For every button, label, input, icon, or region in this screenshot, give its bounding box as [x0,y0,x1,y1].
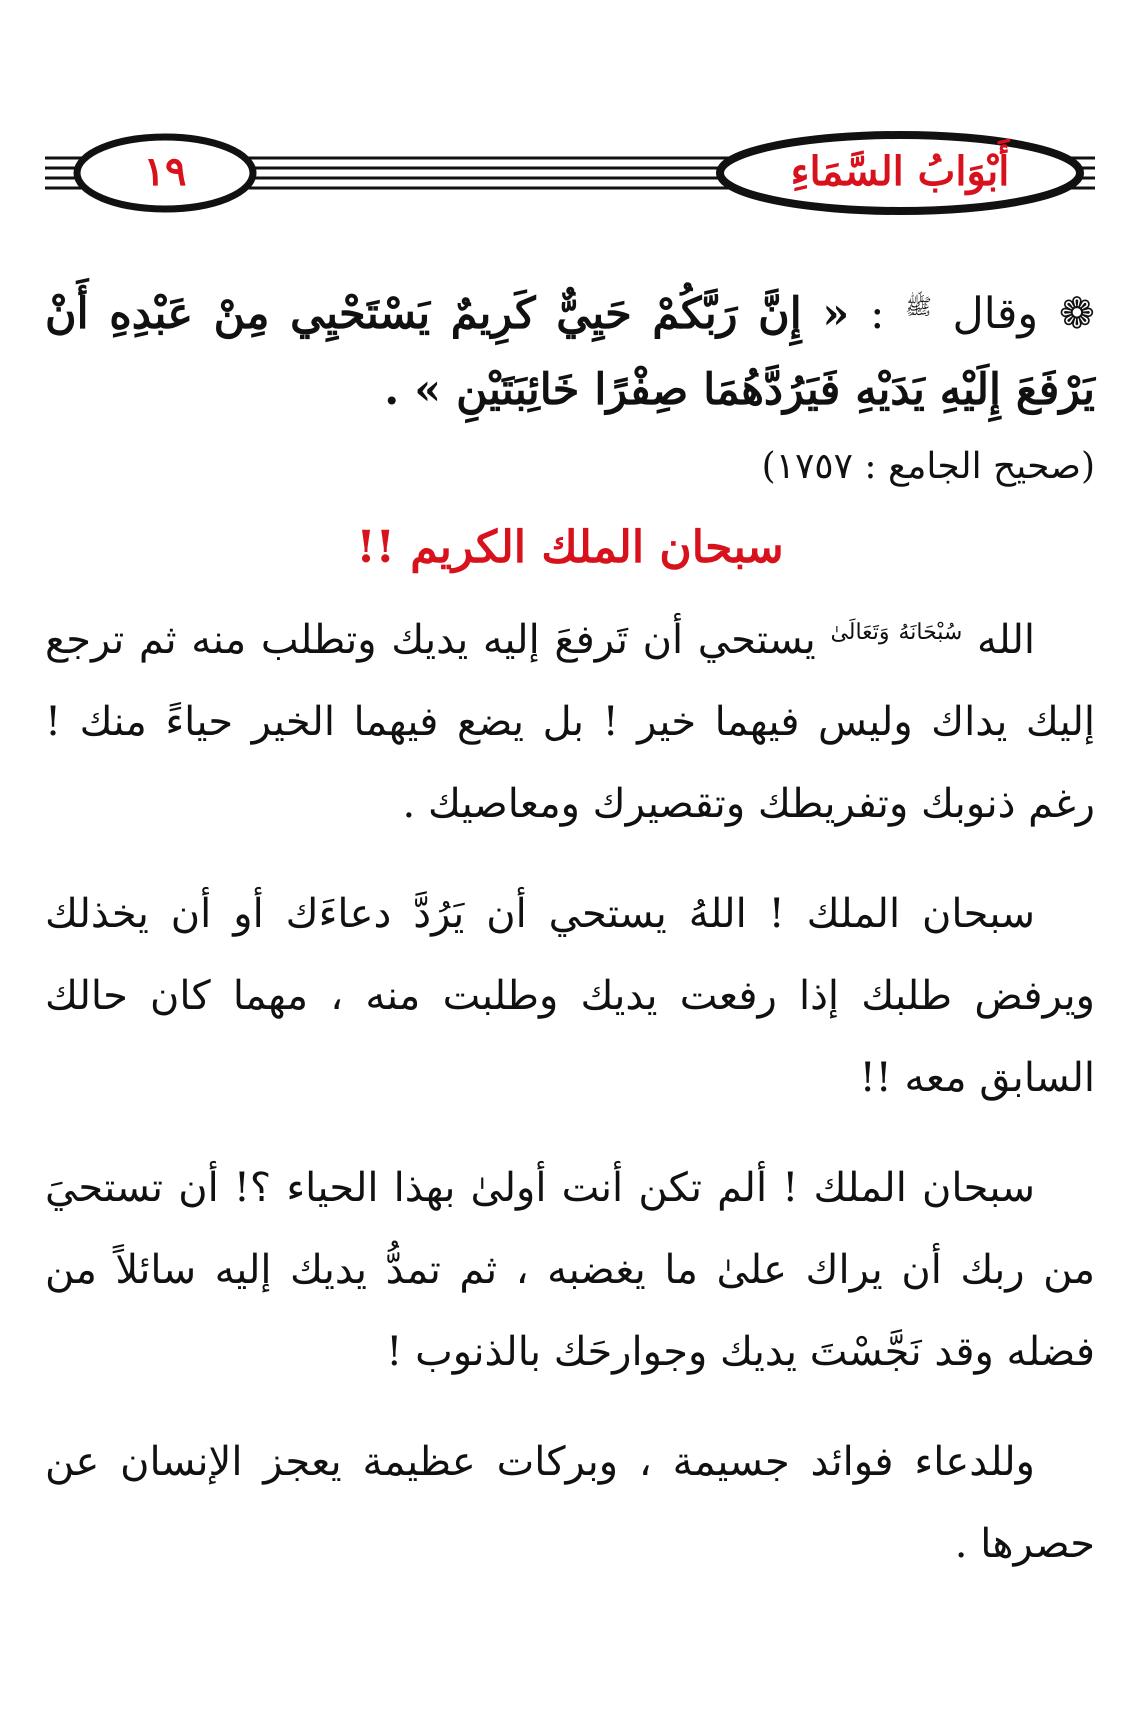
paragraph-3: سبحان الملك ! ألم تكن أنت أولىٰ بهذا الحياء ؟! أن تستحيَ من ربك أن يراك علىٰ ما يغضبه ، ثم تمدُّ يديك إليه سائلاً من فضله وقد نَجَّسْتَ يديك وجوارحَك بالذنوب ! [45,1165,1095,1375]
paragraph-4: وللدعاء فوائد جسيمة ، وبركات عظيمة يعجز الإنسان عن حصرها . [45,1439,1095,1567]
hadith-lead: وقال [952,289,1039,339]
paragraph-1-start: الله [977,617,1036,663]
hadith-text: « إِنَّ رَبَّكُمْ حَيِيٌّ كَرِيمٌ يَسْتَحْيِي مِنْ عَبْدِهِ أَنْ يَرْفَعَ إِلَيْهِ يَدَيْهِ فَيَرُدَّهُمَا صِفْرًا خَائِبَتَيْنِ » . [45,289,1095,415]
paragraph-1 [45,592,1095,845]
hadith-block [45,270,1095,428]
hadith-separator: : [870,289,885,339]
section-title: سبحان الملك الكريم !! [356,522,784,573]
subhanahu-honorific: سُبْحَانَهُ وَتَعَالَىٰ [830,620,963,645]
paragraph-1-text: يستحي أن تَرفعَ إليه يديك وتطلب منه ثم ترجع إليك يداك وليس فيهما خير ! بل يضع فيهما الخير حياءً منك ! رغم ذنوبك وتفريطك وتقصيرك ومعاصيك . [45,617,1095,827]
page-body [45,270,1095,1613]
running-title: أَبْوَابُ السَّمَاءِ [790,148,1010,195]
paragraph-2: سبحان الملك ! اللهُ يستحي أن يَرُدَّ دعاءَك أو أن يخذلك ويرفض طلبك إذا رفعت يديك وطلبت منه ، مهما كان حالك السابق معه !! [45,891,1095,1101]
hadith-source: (صحيح الجامع : ١٧٥٧) [761,446,1095,487]
page-number: ١٩ [143,148,187,195]
honorific-seal: ﷺ [905,295,932,320]
flower-bullet-icon: ❁ [1058,289,1095,339]
page-header [45,130,1095,220]
